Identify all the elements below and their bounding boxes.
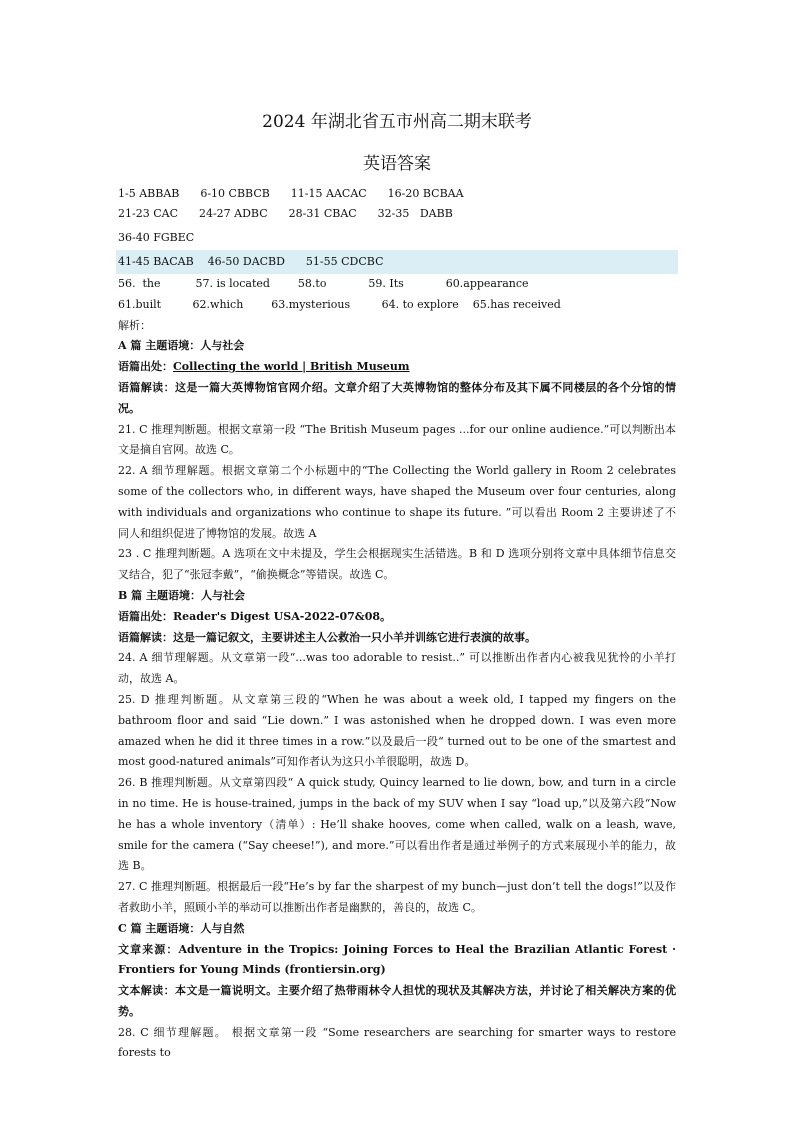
page-title: 2024 年湖北省五市州高二期末联考 [262,112,532,132]
answer-row-5: 56. the 57. is located 58.to 59. Its 60.appearance [118,277,529,290]
section-c-summary: 文本解读：本文是一篇说明文。主要介绍了热带雨林令人担忧的现状及其解决方法，并讨论了相关解决方案的优势。 [118,984,676,1018]
source-link[interactable]: Collecting the world | British Museum [173,360,410,374]
question-27: 27. C 推理判断题。根据最后一段“He’s by far the sharpest of my bunch—just don’t tell the dogs!”以及作者救助小羊，照顾小羊的举动可以推断出作者是幽默的，善良的，故选 C。 [118,880,676,914]
document-body [118,185,676,1064]
section-a-heading: A 篇 主题语境：人与社会 [118,339,245,353]
section-a-summary: 语篇解读：这是一篇大英博物馆官网介绍。文章介绍了大英博物馆的整体分布及其下属不同楼层的各个分馆的情况。 [118,380,676,415]
question-22: 22. A 细节理解题。根据文章第二个小标题中的“The Collecting the World gallery in Room 2 celebrates some of the collectors who, in different ways, have shaped the Museum over four centuries, along with individuals and organizations who continue to shape its future. ”可以看出 Room 2 主要讲述了不同人和组织促进了博物馆的发展。故选 A [118,464,676,540]
answer-row-2: 21-23 CAC 24-27 ADBC 28-31 CBAC 32-35 DABB [118,207,453,220]
question-23: 23 . C 推理判断题。A 选项在文中未提及，学生会根据现实生活错选。B 和 D 选项分别将文章中具体细节信息交叉结合，犯了“张冠李戴”，“偷换概念”等错误。故选 C。 [118,547,676,582]
section-c-source: 文章来源：Adventure in the Tropics: Joining Forces to Heal the Brazilian Atlantic Forest · Frontiers for Young Minds (frontiersin.org) [118,942,676,977]
answer-row-1: 1-5 ABBAB 6-10 CBBCB 11-15 AACAC 16-20 BCBAA [118,187,464,200]
section-b-source: 语篇出处：Reader's Digest USA-2022-07&08。 [118,609,392,623]
answer-row-6: 61.built 62.which 63.mysterious 64. to explore 65.has received [118,297,561,311]
section-b-heading: B 篇 主题语境：人与社会 [118,588,245,602]
question-24: 24. A 细节理解题。从文章第一段“...was too adorable to resist..” 可以推断出作者内心被我见犹怜的小羊打动，故选 A。 [118,651,676,686]
question-25: 25. D 推理判断题。从文章第三段的“When he was about a week old, I tapped my fingers on the bathroom floor and said “Lie down.” I was astonished when he dropped down. I was even more amazed when he did it three times in a row.”以及最后一段“ turned out to be one of the smartest and most good-natured animals”可知作者认为这只小羊很聪明，故选 D。 [118,692,676,769]
answer-row-3: 36-40 FGBEC [118,231,195,244]
page-subtitle: 英语答案 [363,154,431,174]
analysis-label: 解析： [118,318,151,332]
answer-row-4: 41-45 BACAB 46-50 DACBD 51-55 CDCBC [116,250,678,274]
section-c-heading: C 篇 主题语境：人与自然 [118,921,245,935]
question-28: 28. C 细节理解题。 根据文章第一段 “Some researchers are searching for smarter ways to restore forests to [118,1025,676,1060]
source-label: 语篇出处： [118,360,173,374]
section-b-summary: 语篇解读：这是一篇记叙文，主要讲述主人公救治一只小羊并训练它进行表演的故事。 [118,630,536,644]
question-21: 21. C 推理判断题。根据文章第一段 “The British Museum pages ...for our online audience.”可以判断出本文是摘自官网。故选 C。 [118,422,676,457]
question-26: 26. B 推理判断题。从文章第四段“ A quick study, Quincy learned to lie down, bow, and turn in a circle in no time. He is house-trained, jumps in the back of my SUV when I say “load up,”以及第六段“Now he has a whole inventory（清单）: He’ll shake hooves, come when called, walk on a leash, wave, smile for the camera (“Say cheese!”), and more.”可以看出作者是通过举例子的方式来展现小羊的能力，故选 B。 [118,776,676,873]
section-a-source [118,357,676,378]
